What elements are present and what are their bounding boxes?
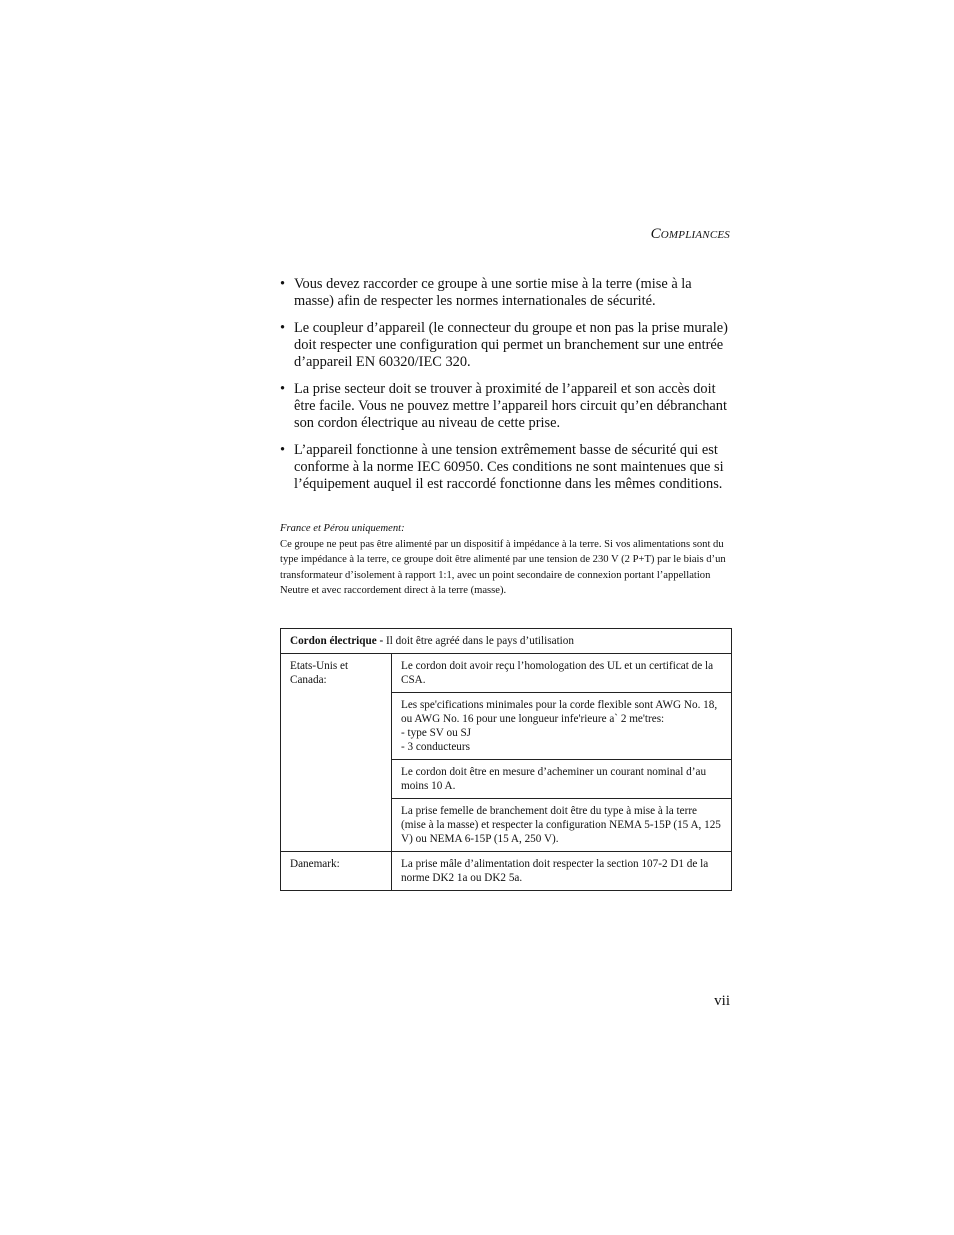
table-row [281,654,732,693]
requirement-line: - type SV ou SJ [401,727,472,739]
note-text: Ce groupe ne peut pas être alimenté par un dispositif à impédance à la terre. Si vos alimentations sont du type impédance à la terre, ce groupe doit être alimenté par une tension de 230 V (2 P+T) par le biais d’un transformateur d’isolement à rapport 1:1, avec un point secondaire de connexion portant l’appellation Neutre et avec raccordement direct à la terre (masse). [280,538,726,596]
bullet-item [280,320,732,371]
bullet-item [280,276,732,310]
requirement-line: - 3 conducteurs [401,741,470,753]
requirement-cell [392,693,732,760]
requirement-cell: Le cordon doit avoir reçu l’homologation des UL et un certificat de la CSA. [392,654,732,693]
table-header-cell [281,629,732,654]
region-cell-denmark: Danemark: [281,852,392,891]
bullet-item [280,442,732,493]
requirement-cell: Le cordon doit être en mesure d’acheminer un courant nominal d’au moins 10 A. [392,760,732,799]
bullet-dot: • [280,442,286,458]
bullet-dot: • [280,276,286,292]
requirement-cell: La prise femelle de branchement doit être du type à mise à la terre (mise à la masse) et respecter la configuration NEMA 5-15P (15 A, 125 V) ou NEMA 6-15P (15 A, 250 V). [392,799,732,852]
running-header: Compliances [650,226,730,242]
bullet-dot: • [280,320,286,336]
bullet-text: Le coupleur d’appareil (le connecteur du groupe et non pas la prise murale) doit respecter une configuration qui permet un branchement sur une entrée d’appareil EN 60320/IEC 320. [294,320,728,370]
power-cord-table [280,628,732,891]
requirement-cell: La prise mâle d’alimentation doit respecter la section 107-2 D1 de la norme DK2 1a ou DK2 5a. [392,852,732,891]
bullet-text: La prise secteur doit se trouver à proximité de l’appareil et son accès doit être facile. Vous ne pouvez mettre l’appareil hors circuit qu’en débranchant son cordon électrique au niveau de cette prise. [294,381,728,431]
note-title: France et Pérou uniquement: [280,523,405,534]
bullet-item [280,381,732,432]
page-number: vii [714,993,730,1009]
table-row [281,852,732,891]
requirement-line: Les spe'cifications minimales pour la corde flexible sont AWG No. 18, ou AWG No. 16 pour une longueur infe'rieure a` 2 me'tres: [401,699,718,725]
country-note [280,521,732,599]
bullet-text: L’appareil fonctionne à une tension extrêmement basse de sécurité qui est conforme à la norme IEC 60950. Ces conditions ne sont maintenues que si l’équipement auquel il est raccordé fonctionne dans les mêmes conditions. [294,442,724,492]
bullet-dot: • [280,381,286,397]
table-header-bold: Cordon électrique - [290,635,384,647]
bullet-list [280,276,732,503]
region-cell-us-canada: Etats-Unis et Canada: [281,654,392,852]
table-header-row [281,629,732,654]
table-header-text: Il doit être agréé dans le pays d’utilisation [383,635,574,647]
bullet-text: Vous devez raccorder ce groupe à une sortie mise à la terre (mise à la masse) afin de respecter les normes internationales de sécurité. [294,276,692,309]
